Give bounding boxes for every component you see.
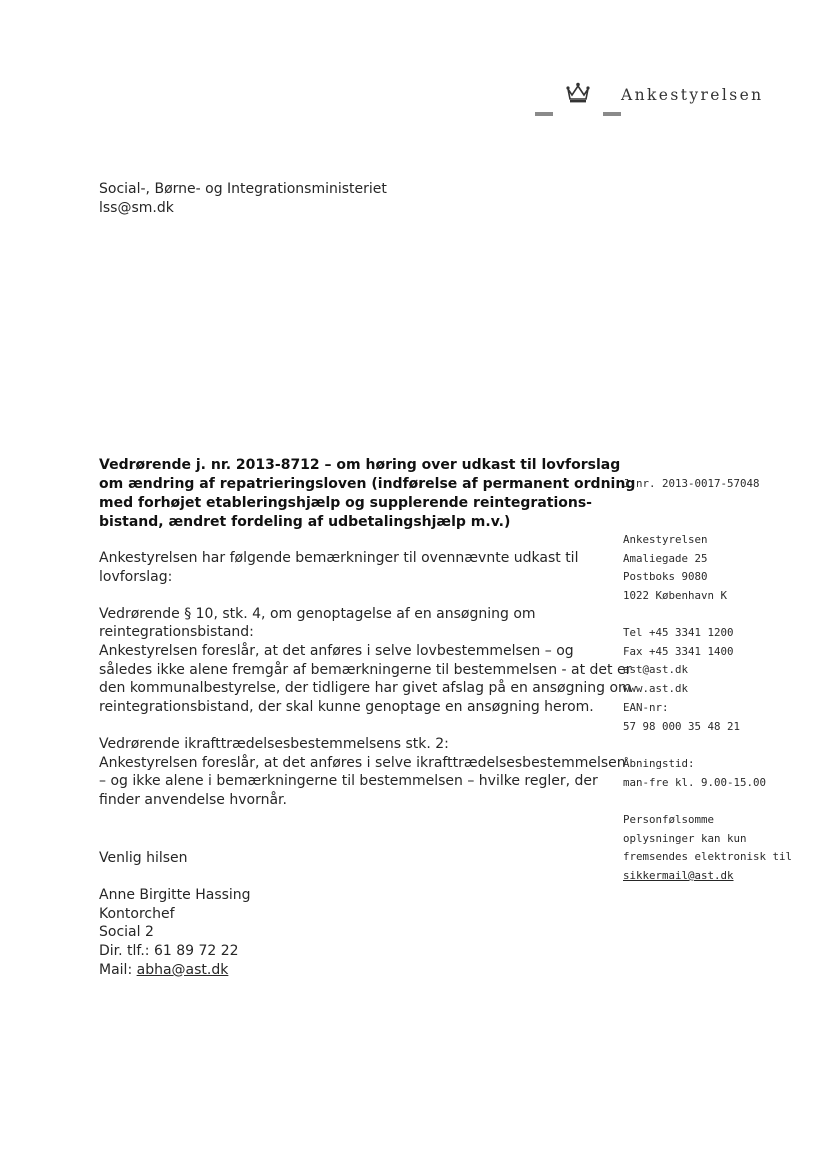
section1-line: den kommunalbestyrelse, der tidligere har givet afslag på en ansøgning om: [99, 680, 632, 697]
sender-address: [623, 531, 727, 606]
logo-bar-left: [535, 112, 553, 116]
signer-title: Kontorchef: [99, 905, 175, 922]
section1-line: således ikke alene fremgår af bemærkningerne til bestemmelsen - at det er: [99, 661, 632, 678]
recipient-block: [99, 180, 387, 218]
signer-mail-row: [99, 961, 251, 980]
ankestyrelsen-logo: [565, 80, 820, 122]
contact-line: EAN-nr:: [623, 700, 669, 714]
hours-line: Åbningstid:: [623, 757, 695, 770]
intro-line: lovforslag:: [99, 568, 173, 585]
contact-line: ast@ast.dk: [623, 663, 689, 677]
section2-line: finder anvendelse hvornår.: [99, 791, 287, 808]
mail-label: Mail:: [99, 961, 137, 978]
closing: Venlig hilsen: [99, 850, 188, 866]
section1-line: reintegrationsbistand, der skal kunne genoptage en ansøgning herom.: [99, 698, 594, 715]
crown-icon: [565, 80, 591, 104]
letter-body: [99, 549, 632, 809]
opening-hours: [623, 755, 766, 792]
address-line: Postboks 9080: [623, 570, 708, 584]
contact-line: Tel +45 3341 1200: [623, 626, 734, 639]
recipient-email: lss@sm.dk: [99, 200, 174, 216]
secure-line: Personfølsomme: [623, 813, 715, 826]
secure-line: fremsendes elektronisk til: [623, 850, 793, 864]
paragraph-gap: [99, 716, 609, 735]
subject-line: bistand, ændret fordeling af udbetalingshjælp m.v.): [99, 514, 511, 530]
intro-line: Ankestyrelsen har følgende bemærkninger til ovennævnte udkast til: [99, 550, 579, 566]
signature-block: [99, 849, 251, 979]
signer-unit: Social 2: [99, 924, 154, 941]
secure-line: oplysninger kan kun: [623, 831, 747, 845]
section2-line: – og ikke alene i bemærkningerne til bestemmelsen – hvilke regler, der: [99, 773, 598, 790]
sender-contact: [623, 624, 740, 736]
brand-name: Ankestyrelsen: [621, 86, 764, 104]
signer-phone: Dir. tlf.: 61 89 72 22: [99, 942, 239, 959]
logo-bar-right: [603, 112, 621, 116]
signer-name: Anne Birgitte Hassing: [99, 887, 251, 904]
address-line: Ankestyrelsen: [623, 533, 708, 546]
subject-line: med forhøjet etableringshjælp og supplerende reintegrations-: [99, 495, 592, 511]
section2-line: Vedrørende ikrafttrædelsesbestemmelsens stk. 2:: [99, 735, 449, 752]
subject-line: om ændring af repatrieringsloven (indførelse af permanent ordning: [99, 476, 636, 492]
address-line: 1022 København K: [623, 589, 728, 603]
secure-mail-note: [623, 811, 792, 886]
hours-line: man-fre kl. 9.00-15.00: [623, 775, 767, 789]
contact-line: Fax +45 3341 1400: [623, 644, 734, 658]
section1-line: reintegrationsbistand:: [99, 624, 254, 641]
section1-line: Vedrørende § 10, stk. 4, om genoptagelse af en ansøgning om: [99, 605, 536, 622]
recipient-name: Social-, Børne- og Integrationsministeriet: [99, 181, 387, 197]
journal-number: J.nr. 2013-0017-57048: [623, 477, 760, 490]
section1-line: Ankestyrelsen foreslår, at det anføres i selve lovbestemmelsen – og: [99, 642, 574, 659]
contact-line: 57 98 000 35 48 21: [623, 719, 741, 733]
secure-mail-link[interactable]: sikkermail@ast.dk: [623, 869, 734, 883]
section2-line: Ankestyrelsen foreslår, at det anføres i selve ikrafttrædelsesbestemmelsen: [99, 754, 626, 771]
paragraph-gap: [99, 586, 609, 605]
subject-heading: [99, 456, 636, 532]
address-line: Amaliegade 25: [623, 551, 708, 565]
subject-line: Vedrørende j. nr. 2013-8712 – om høring over udkast til lovforslag: [99, 457, 621, 473]
contact-line: www.ast.dk: [623, 682, 689, 696]
signer-mail-link[interactable]: abha@ast.dk: [136, 961, 229, 978]
